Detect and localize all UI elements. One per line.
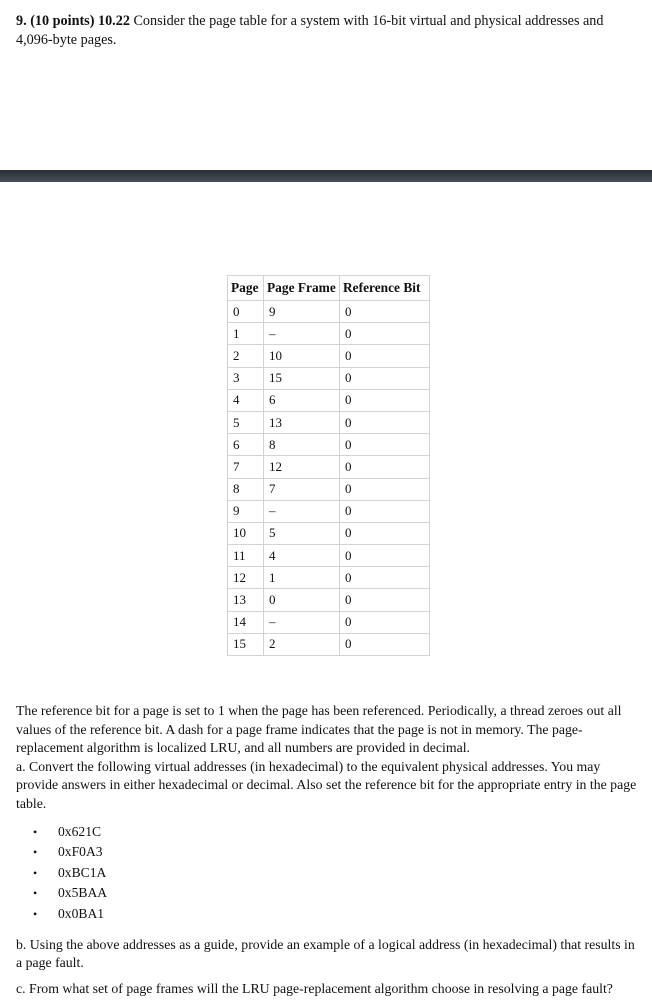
cell-page-frame: 5 [264, 522, 340, 544]
bullet-icon: • [33, 886, 38, 901]
cell-page: 13 [228, 589, 264, 611]
cell-reference-bit: 0 [340, 456, 430, 478]
table-row [228, 611, 430, 633]
cell-page: 2 [228, 345, 264, 367]
cell-page: 14 [228, 611, 264, 633]
table-row [228, 500, 430, 522]
table-row [228, 456, 430, 478]
part-a-text: a. Convert the following virtual addresses (in hexadecimal) to the equivalent physical addresses. You may provide answers in either hexadecimal or decimal. Also set the reference bit for the appropriate entry in the page table. [16, 758, 637, 811]
question-points: (10 points) [30, 13, 95, 29]
table-row [228, 323, 430, 345]
cell-reference-bit: 0 [340, 345, 430, 367]
part-c-text: c. From what set of page frames will the LRU page-replacement algorithm choose in resolving a page fault? [16, 980, 613, 996]
table-header-row [228, 276, 430, 301]
question-header [16, 12, 642, 50]
section-divider [0, 170, 652, 182]
cell-reference-bit: 0 [340, 367, 430, 389]
table-row [228, 367, 430, 389]
list-item: • 0x621C [33, 822, 107, 842]
cell-page-frame: 1 [264, 567, 340, 589]
cell-page-frame: 4 [264, 545, 340, 567]
table-row [228, 301, 430, 323]
description-text: The reference bit for a page is set to 1 when the page has been referenced. Periodically, a thread zeroes out all values of the reference bit. A dash for a page frame indicates that the page is not in memory. The page-replacement algorithm is localized LRU, and all numbers are provided in decimal. [16, 703, 622, 756]
cell-reference-bit: 0 [340, 611, 430, 633]
cell-reference-bit: 0 [340, 567, 430, 589]
cell-page: 8 [228, 478, 264, 500]
cell-page-frame: 7 [264, 478, 340, 500]
list-item: • 0xBC1A [33, 863, 107, 883]
cell-page-frame: 15 [264, 367, 340, 389]
table-row [228, 389, 430, 411]
cell-page-frame: 9 [264, 301, 340, 323]
cell-page-frame: – [264, 323, 340, 345]
cell-page: 0 [228, 301, 264, 323]
list-item: • 0x5BAA [33, 883, 107, 903]
header-reference-bit: Reference Bit [340, 276, 430, 301]
cell-page: 5 [228, 411, 264, 433]
bullet-icon: • [33, 825, 38, 839]
cell-page-frame: – [264, 611, 340, 633]
table-row [228, 345, 430, 367]
question-prompt: Consider the page table for a system with 16-bit virtual and physical addresses and 4,096-byte pages. [16, 13, 604, 48]
table-row [228, 411, 430, 433]
table-row [228, 522, 430, 544]
description-block [16, 702, 640, 814]
cell-page-frame: 6 [264, 389, 340, 411]
bullet-icon: • [33, 906, 38, 921]
address-list [33, 822, 107, 924]
table-row [228, 478, 430, 500]
table-row [228, 589, 430, 611]
cell-page: 9 [228, 500, 264, 522]
cell-page-frame: 0 [264, 589, 340, 611]
cell-page: 4 [228, 389, 264, 411]
cell-page: 3 [228, 367, 264, 389]
question-number: 9. [16, 13, 27, 29]
cell-reference-bit: 0 [340, 545, 430, 567]
header-page: Page [228, 276, 264, 301]
cell-reference-bit: 0 [340, 323, 430, 345]
cell-reference-bit: 0 [340, 434, 430, 456]
cell-reference-bit: 0 [340, 301, 430, 323]
cell-reference-bit: 0 [340, 500, 430, 522]
cell-reference-bit: 0 [340, 589, 430, 611]
header-page-frame: Page Frame [264, 276, 340, 301]
cell-reference-bit: 0 [340, 411, 430, 433]
cell-reference-bit: 0 [340, 389, 430, 411]
cell-page: 15 [228, 633, 264, 655]
cell-page-frame: – [264, 500, 340, 522]
table-row [228, 633, 430, 655]
cell-page: 12 [228, 567, 264, 589]
cell-page: 1 [228, 323, 264, 345]
table-row [228, 434, 430, 456]
cell-page-frame: 10 [264, 345, 340, 367]
cell-page: 7 [228, 456, 264, 478]
cell-page-frame: 2 [264, 633, 340, 655]
cell-page-frame: 12 [264, 456, 340, 478]
page-table-body [228, 301, 430, 656]
cell-page-frame: 13 [264, 411, 340, 433]
list-item: • 0x0BA1 [33, 904, 107, 924]
page-table [227, 275, 430, 656]
cell-page: 10 [228, 522, 264, 544]
cell-reference-bit: 0 [340, 478, 430, 500]
cell-page-frame: 8 [264, 434, 340, 456]
question-section: 10.22 [97, 13, 130, 29]
part-b-text: b. Using the above addresses as a guide, provide an example of a logical address (in hexadecimal) that results in a page fault. [16, 936, 635, 971]
list-item: • 0xF0A3 [33, 842, 107, 862]
table-row [228, 567, 430, 589]
bullet-icon: • [33, 845, 38, 860]
bullet-icon: • [33, 865, 38, 880]
cell-reference-bit: 0 [340, 633, 430, 655]
table-row [228, 545, 430, 567]
cell-page: 6 [228, 434, 264, 456]
cell-reference-bit: 0 [340, 522, 430, 544]
cell-page: 11 [228, 545, 264, 567]
